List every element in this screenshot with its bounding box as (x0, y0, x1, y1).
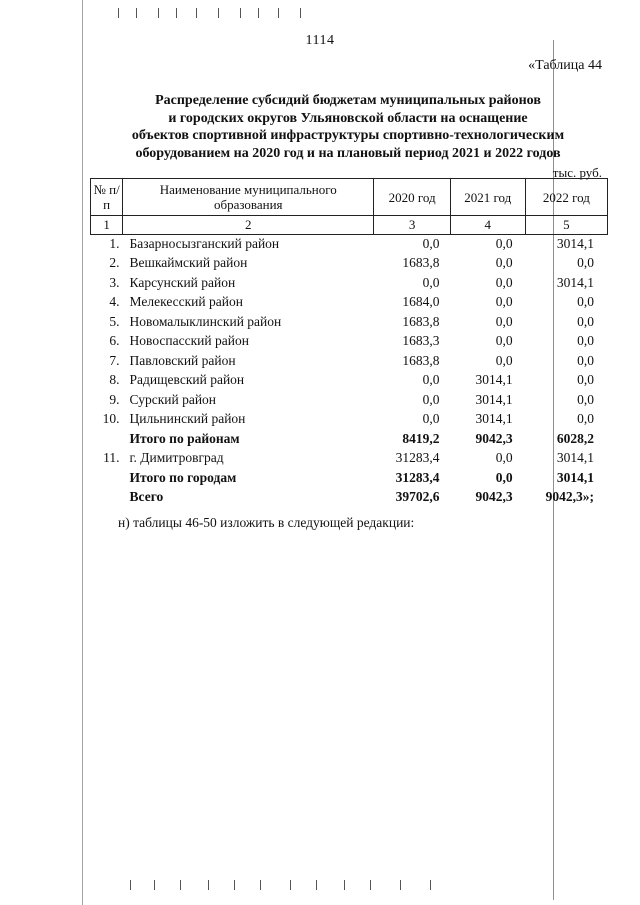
value-2020: 8419,2 (402, 430, 440, 446)
row-number: 4. (109, 294, 120, 310)
table-row (90, 312, 608, 332)
municipality-name: Цильнинский район (129, 411, 246, 427)
column-index: 3 (374, 216, 451, 235)
value-2022: 0,0 (577, 372, 594, 388)
value-2021: 0,0 (495, 255, 513, 271)
value-2020: 39702,6 (395, 489, 440, 505)
table-row (90, 371, 608, 391)
table-header (90, 178, 608, 235)
value-2021: 0,0 (495, 235, 513, 251)
total-row (90, 468, 608, 488)
column-index: 5 (525, 216, 607, 235)
table-row (90, 293, 608, 313)
value-2022: 0,0 (577, 411, 594, 427)
value-2020: 0,0 (422, 372, 440, 388)
value-2021: 3014,1 (475, 372, 513, 388)
value-2020: 0,0 (422, 411, 440, 427)
municipality-name: Новоспасский район (129, 333, 249, 349)
municipality-name: Новомалыклинский район (129, 313, 282, 329)
column-header-2020: 2020 год (374, 179, 451, 216)
column-index: 1 (91, 216, 123, 235)
value-2020: 1683,8 (402, 313, 440, 329)
value-2020: 31283,4 (395, 450, 440, 466)
column-header-2022: 2022 год (525, 179, 607, 216)
row-number: 2. (109, 255, 120, 271)
value-2021: 0,0 (495, 333, 513, 349)
value-2020: 0,0 (422, 274, 440, 290)
value-2022: 0,0 (577, 352, 594, 368)
municipality-name: Радищевский район (129, 372, 245, 388)
title-line: и городских округов Ульяновской области на оснащение (168, 110, 528, 126)
table-row (90, 234, 608, 254)
row-number: 8. (109, 372, 120, 388)
total-row (90, 488, 608, 508)
value-2020: 0,0 (422, 391, 440, 407)
value-2022: 3014,1 (556, 450, 594, 466)
table-row (90, 332, 608, 352)
value-2021: 0,0 (495, 469, 513, 485)
value-2022: 0,0 (577, 255, 594, 271)
table-row (90, 254, 608, 274)
title-line: Распределение субсидий бюджетам муниципальных районов (155, 93, 541, 108)
table-row (90, 390, 608, 410)
value-2021: 3014,1 (475, 391, 513, 407)
table-row (90, 351, 608, 371)
value-2021: 0,0 (495, 450, 513, 466)
value-2021: 0,0 (495, 274, 513, 290)
table-reference: «Таблица 44 (528, 58, 602, 73)
municipality-name: Карсунский район (129, 274, 236, 290)
municipality-name: г. Димитровград (129, 450, 224, 466)
value-2022: 0,0 (577, 294, 594, 310)
table-row (90, 273, 608, 293)
value-2020: 31283,4 (395, 469, 440, 485)
table-row (90, 410, 608, 430)
value-2020: 0,0 (422, 235, 440, 251)
title-line: объектов спортивной инфраструктуры спортивно-технологическим (131, 128, 565, 143)
value-2022: 0,0 (577, 313, 594, 329)
municipality-name: Базарносызганский район (129, 235, 280, 251)
value-2022: 0,0 (577, 333, 594, 349)
value-2020: 1684,0 (402, 294, 440, 310)
column-header-2021: 2021 год (450, 179, 525, 216)
municipality-name: Итого по городам (129, 469, 237, 485)
value-2021: 0,0 (495, 313, 513, 329)
value-2021: 3014,1 (475, 411, 513, 427)
row-number: 10. (102, 411, 120, 427)
document-title (118, 92, 578, 162)
municipality-name: Павловский район (129, 352, 236, 368)
row-number (90, 429, 124, 449)
column-header-number: № п/п (91, 179, 123, 216)
row-number (90, 488, 124, 508)
subsidy-table (90, 234, 608, 507)
table-row (90, 449, 608, 469)
municipality-name: Сурский район (129, 391, 217, 407)
value-2021: 9042,3 (475, 489, 513, 505)
value-2022: 6028,2 (556, 430, 594, 446)
value-2022: 0,0 (577, 391, 594, 407)
row-number: 6. (109, 333, 120, 349)
row-number: 7. (109, 352, 120, 368)
row-number: 11. (103, 450, 120, 466)
title-line: оборудованием на 2020 год и на плановый период 2021 и 2022 годов (135, 145, 561, 161)
units-label: тыс. руб. (552, 165, 602, 180)
row-number: 5. (109, 313, 120, 329)
value-2022: 9042,3»; (545, 489, 594, 505)
value-2020: 1683,8 (402, 352, 440, 368)
column-index: 2 (123, 216, 374, 235)
column-index: 4 (450, 216, 525, 235)
value-2020: 1683,8 (402, 255, 440, 271)
footnote: н) таблицы 46-50 изложить в следующей редакции: (118, 515, 415, 530)
municipality-name: Всего (129, 489, 164, 505)
column-header-name: Наименование муниципального образования (123, 179, 374, 216)
row-number: 3. (109, 274, 120, 290)
scan-edge-line-left (82, 0, 83, 905)
municipality-name: Вешкаймский район (129, 255, 248, 271)
total-row (90, 429, 608, 449)
page-number: 1114 (305, 33, 335, 48)
value-2021: 9042,3 (475, 430, 513, 446)
value-2021: 0,0 (495, 352, 513, 368)
value-2022: 3014,1 (556, 469, 594, 485)
municipality-name: Итого по районам (129, 430, 240, 446)
value-2022: 3014,1 (556, 274, 594, 290)
row-number: 1. (109, 235, 120, 251)
value-2021: 0,0 (495, 294, 513, 310)
row-number (90, 468, 124, 488)
value-2022: 3014,1 (556, 235, 594, 251)
row-number: 9. (109, 391, 120, 407)
value-2020: 1683,3 (402, 333, 440, 349)
municipality-name: Мелекесский район (129, 294, 243, 310)
scan-ticks-bottom (130, 880, 460, 890)
scan-ticks-top (118, 8, 308, 18)
